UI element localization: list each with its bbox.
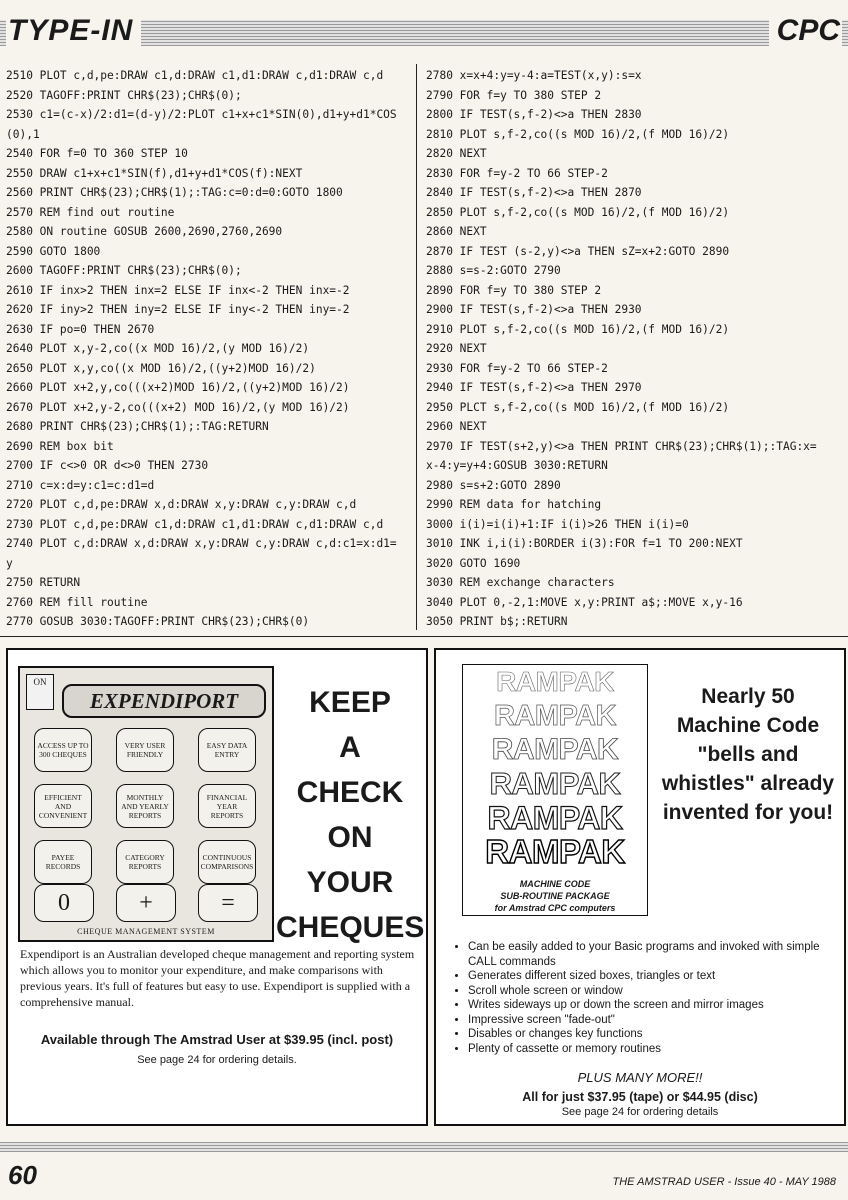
code-line: 2820 NEXT [426,147,487,160]
code-line: 2650 PLOT x,y,co((x MOD 16)/2,((y+2)MOD 16)/2) [6,361,316,375]
feature-item: • Generates different sized boxes, triangles or text [468,969,848,984]
code-line: 2960 NEXT [426,420,487,433]
ad-ordering-note: See page 24 for ordering details. [137,1054,297,1066]
issue-line: THE AMSTRAD USER - Issue 40 - MAY 1988 [612,1176,836,1188]
code-line: 2560 PRINT CHR$(23);CHR$(1);:TAG:c=0:d=0:GOTO 1800 [6,186,343,199]
code-line: 2900 IF TEST(s,f-2)<>a THEN 2930 [426,303,642,316]
code-line: 2660 PLOT x+2,y,co(((x+2)MOD 16)/2,((y+2)MOD 16)/2) [6,381,350,394]
code-line: 2580 ON routine GOSUB 2600,2690,2760,2690 [6,225,283,238]
code-line: (0),1 [6,127,40,141]
code-line: 2950 PLCT s,f-2,co((s MOD 16)/2,(f MOD 16)/2) [426,400,730,414]
device-button: PAYEE RECORDS [34,840,92,884]
code-line: 2680 PRINT CHR$(23);CHR$(1);:TAG:RETURN [6,420,269,433]
device-button: CATEGORY REPORTS [116,840,174,884]
ad-price: Available through The Amstrad User at $39.95 (incl. post) [40,1032,394,1047]
feature-item: • Disables or changes key functions [468,1027,848,1042]
system-label: CHEQUE MANAGEMENT SYSTEM [77,927,215,936]
plus-key: + [116,884,176,922]
code-line: 3000 i(i)=i(i)+1:IF i(i)>26 THEN i(i)=0 [426,517,689,531]
rampak-logo: RAMPAK RAMPAK RAMPAK RAMPAK RAMPAK RAMPAK MACHINE CODE SUB-ROUTINE PACKAGE for Amstrad CPC computers [462,664,648,916]
code-line: 2860 NEXT [426,225,487,238]
column-divider [416,64,417,630]
zero-key: 0 [34,884,94,922]
code-line: 3040 PLOT 0,-2,1:MOVE x,y:PRINT a$;:MOVE x,y-16 [426,595,743,609]
code-line: 2570 REM find out routine [6,205,175,219]
device-button: CONTINUOUS COMPARISONS [198,840,256,884]
code-line: 2810 PLOT s,f-2,co((s MOD 16)/2,(f MOD 16)/2) [426,127,730,141]
rampak-price: All for just $37.95 (tape) or $44.95 (disc) [522,1090,758,1104]
code-line: 2880 s=s-2:GOTO 2790 [426,264,561,277]
code-line: 2710 c=x:d=y:c1=c:d1=d [6,478,155,492]
footer-band [0,1142,848,1152]
expendiport-logo: EXPENDIPORT [62,684,266,718]
code-line: 2540 FOR f=0 TO 360 STEP 10 [6,147,188,160]
code-line: 2550 DRAW c1+x+c1*SIN(f),d1+y+d1*COS(f):NEXT [6,166,303,180]
code-line: 2940 IF TEST(s,f-2)<>a THEN 2970 [426,381,642,394]
listing-separator [0,636,848,637]
code-line: 2590 GOTO 1800 [6,244,101,258]
feature-item: • Writes sideways up or down the screen and mirror images [468,998,848,1013]
code-line: 2930 FOR f=y-2 TO 66 STEP-2 [426,361,608,375]
feature-item: • Can be easily added to your Basic programs and invoked with simple CALL commands [468,940,848,969]
feature-item: • Plenty of cassette or memory routines [468,1042,848,1057]
more-note: PLUS MANY MORE!! [577,1070,703,1085]
code-line: 2610 IF inx>2 THEN inx=2 ELSE IF inx<-2 THEN inx=-2 [6,283,350,297]
code-line: 2800 IF TEST(s,f-2)<>a THEN 2830 [426,108,642,121]
code-line: 2720 PLOT c,d,pe:DRAW x,d:DRAW x,y:DRAW c,y:DRAW c,d [6,498,357,511]
code-line: 2790 FOR f=y TO 380 STEP 2 [426,88,602,102]
code-line: 2600 TAGOFF:PRINT CHR$(23);CHR$(0); [6,264,242,277]
code-line: 3020 GOTO 1690 [426,556,521,570]
code-line: 2770 GOSUB 3030:TAGOFF:PRINT CHR$(23);CHR$(0) [6,615,310,628]
code-line: 3030 REM exchange characters [426,576,615,589]
listing-left-column [6,66,412,632]
code-line: 2740 PLOT c,d:DRAW x,d:DRAW x,y:DRAW c,y:DRAW c,d:c1=x:d1= [6,537,397,550]
code-line: 2990 REM data for hatching [426,498,602,511]
code-line: 2780 x=x+4:y=y-4:a=TEST(x,y):s=x [426,69,642,82]
code-line: 2670 PLOT x+2,y-2,co(((x+2) MOD 16)/2,(y MOD 16)/2) [6,400,350,414]
code-line: y [6,556,13,570]
code-line: 3050 PRINT b$;:RETURN [426,615,568,628]
page-header [0,8,848,46]
rampak-headline: Nearly 50 Machine Code "bells and whistles" already invented for you! [661,685,835,824]
page-number: 60 [8,1160,37,1190]
code-line: 2830 FOR f=y-2 TO 66 STEP-2 [426,166,608,180]
equals-key: = [198,884,258,922]
code-line: 2690 REM box bit [6,439,114,453]
slogan: KEEP A CHECK ON YOUR CHEQUES [276,686,425,944]
code-line: 2890 FOR f=y TO 380 STEP 2 [426,283,602,297]
ad-description: Expendiport is an Australian developed cheque management and reporting system which allows you to monitor your expenditure, and make comparisons with previous years. It's full of features but easy to use. Expendiport is supplied with a comprehensive manual. [20,947,415,1009]
code-line: 2640 PLOT x,y-2,co((x MOD 16)/2,(y MOD 16)/2) [6,342,310,355]
platform-label: CPC [769,14,842,48]
code-line: 2730 PLOT c,d,pe:DRAW c1,d:DRAW c1,d1:DRAW c,d1:DRAW c,d [6,517,384,531]
rampak-ordering-note: See page 24 for ordering details [561,1106,719,1118]
code-line: x-4:y=y+4:GOSUB 3030:RETURN [426,459,608,472]
code-line: 2530 c1=(c-x)/2:d1=(d-y)/2:PLOT c1+x+c1*SIN(0),d1+y+d1*COS [6,108,397,121]
rampak-ad [434,648,846,1126]
device-button: ACCESS UP TO 300 CHEQUES [34,728,92,772]
code-line: 2850 PLOT s,f-2,co((s MOD 16)/2,(f MOD 16)/2) [426,205,730,219]
device-button: MONTHLY AND YEARLY REPORTS [116,784,174,828]
code-line: 3010 INK i,i(i):BORDER i(3):FOR f=1 TO 200:NEXT [426,537,743,550]
code-line: 2840 IF TEST(s,f-2)<>a THEN 2870 [426,186,642,199]
code-line: 2630 IF po=0 THEN 2670 [6,322,155,336]
feature-item: • Scroll whole screen or window [468,984,848,999]
device-button: EASY DATA ENTRY [198,728,256,772]
expendiport-ad [6,648,428,1126]
code-line: 2870 IF TEST (s-2,y)<>a THEN sZ=x+2:GOTO 2890 [426,244,730,258]
code-line: 2620 IF iny>2 THEN iny=2 ELSE IF iny<-2 THEN iny=-2 [6,303,350,316]
on-switch: ON [26,674,54,710]
device-button: FINANCIAL YEAR REPORTS [198,784,256,828]
code-line: 2760 REM fill routine [6,595,148,609]
code-line: 2510 PLOT c,d,pe:DRAW c1,d:DRAW c1,d1:DRAW c,d1:DRAW c,d [6,69,384,82]
code-line: 2980 s=s+2:GOTO 2890 [426,478,561,492]
code-line: 2920 NEXT [426,342,487,355]
listing-right-column [426,66,844,632]
code-line: 2970 IF TEST(s+2,y)<>a THEN PRINT CHR$(23);CHR$(1);:TAG:x= [426,439,817,453]
code-line: 2520 TAGOFF:PRINT CHR$(23);CHR$(0); [6,88,242,102]
feature-item: • Impressive screen "fade-out" [468,1013,848,1028]
expendiport-device [18,666,274,942]
code-line: 2910 PLOT s,f-2,co((s MOD 16)/2,(f MOD 16)/2) [426,322,730,336]
code-line: 2750 RETURN [6,576,81,589]
device-button: EFFICIENT AND CONVENIENT [34,784,92,828]
code-line: 2700 IF c<>0 OR d<>0 THEN 2730 [6,459,209,472]
feature-list [454,940,848,1056]
device-button: VERY USER FRIENDLY [116,728,174,772]
section-title: TYPE-IN [6,14,141,48]
